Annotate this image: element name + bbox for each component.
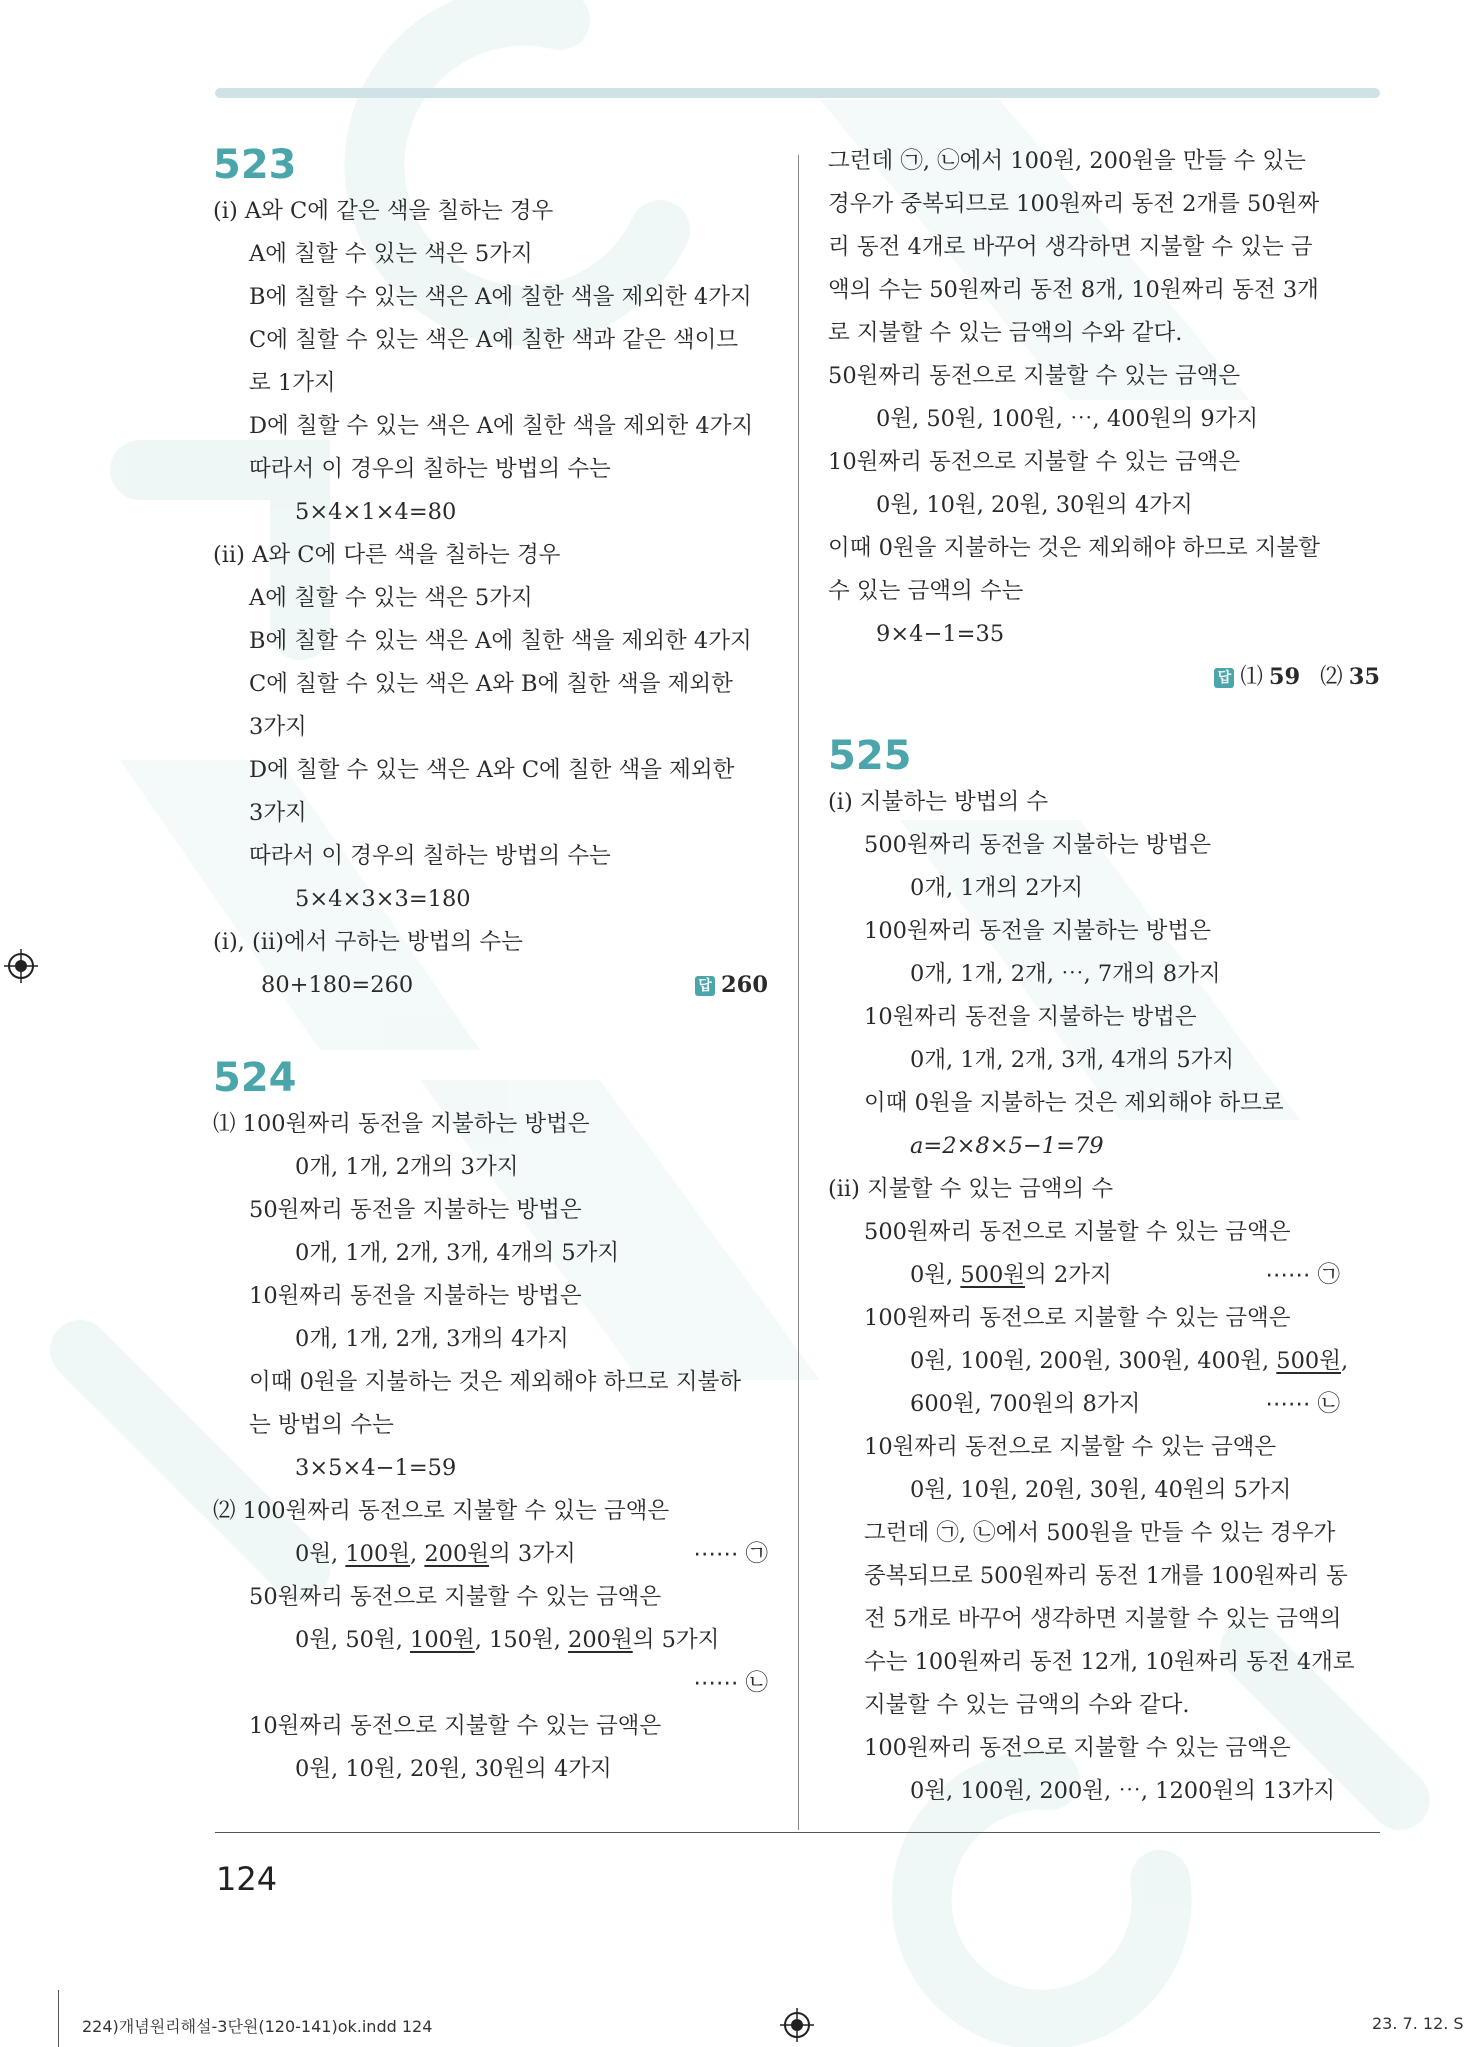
text-line	[213, 1619, 768, 1662]
text-line: (ⅱ) A와 C에 다른 색을 칠하는 경우	[213, 542, 561, 568]
crop-line	[58, 1990, 59, 2047]
text-line: 전 5개로 바꾸어 생각하면 지불할 수 있는 금액의	[864, 1606, 1342, 1632]
text-line: C에 칠할 수 있는 색은 A와 B에 칠한 색을 제외한	[249, 671, 733, 697]
text-fragment: 0원, 100원, 200원, 300원, 400원,	[910, 1348, 1277, 1374]
text-fragment: 의 5가지	[632, 1627, 720, 1653]
text-line: 수는 100원짜리 동전 12개, 10원짜리 동전 4개로	[864, 1649, 1355, 1675]
answer-523	[695, 964, 768, 1007]
registration-mark-icon	[4, 949, 38, 983]
underlined-amount: 100원	[345, 1541, 411, 1567]
text-line: 0개, 1개, 2개, 3개, 4개의 5가지	[295, 1240, 620, 1266]
text-line: 10원짜리 동전을 지불하는 방법은	[249, 1283, 582, 1309]
equation-with-answer	[213, 964, 768, 1007]
right-column	[828, 140, 1380, 1813]
text-line: 0원, 100원, 200원, ⋯, 1200원의 13가지	[910, 1778, 1336, 1804]
text-line: 이때 0원을 지불하는 것은 제외해야 하므로 지불하	[249, 1369, 741, 1395]
text-line: D에 칠할 수 있는 색은 A에 칠한 색을 제외한 4가지	[249, 413, 754, 439]
marker-b: ⋯⋯ ㉡	[1265, 1391, 1340, 1417]
text-line: 100원짜리 동전으로 지불할 수 있는 금액은	[864, 1305, 1291, 1331]
text-line-with-marker	[828, 1254, 1380, 1297]
underlined-amount: 500원	[960, 1262, 1026, 1288]
answer-value: 260	[721, 972, 768, 998]
text-line: 액의 수는 50원짜리 동전 8개, 10원짜리 동전 3개	[828, 277, 1319, 303]
answer-label: ⑵	[1320, 664, 1343, 690]
text-line: 50원짜리 동전으로 지불할 수 있는 금액은	[828, 363, 1241, 389]
text-line: 0개, 1개, 2개, ⋯, 7개의 8가지	[910, 961, 1221, 987]
answer-icon: 답	[695, 976, 715, 996]
text-line: 10원짜리 동전으로 지불할 수 있는 금액은	[828, 449, 1241, 475]
text-line: (ⅰ) A와 C에 같은 색을 칠하는 경우	[213, 198, 554, 224]
text-line: 는 방법의 수는	[249, 1412, 394, 1438]
text-line: B에 칠할 수 있는 색은 A에 칠한 색을 제외한 4가지	[249, 628, 752, 654]
underlined-amount: 100원	[410, 1627, 475, 1653]
text-fragment: 0원, 50원,	[295, 1627, 411, 1653]
text-line: 0원, 10원, 20원, 30원, 40원의 5가지	[910, 1477, 1292, 1503]
text-line: 0원, 50원, 100원, ⋯, 400원의 9가지	[876, 406, 1259, 432]
equation-line: a=2×8×5−1=79	[910, 1133, 1104, 1159]
text-line: A에 칠할 수 있는 색은 5가지	[249, 585, 533, 611]
text-line: ⑴ 100원짜리 동전을 지불하는 방법은	[213, 1111, 590, 1137]
text-line: B에 칠할 수 있는 색은 A에 칠한 색을 제외한 4가지	[249, 284, 752, 310]
text-fragment: , 150원,	[474, 1627, 569, 1653]
text-line: 수 있는 금액의 수는	[828, 578, 1024, 604]
text-line: C에 칠할 수 있는 색은 A에 칠한 색과 같은 색이므	[249, 327, 739, 353]
text-line: 100원짜리 동전을 지불하는 방법은	[864, 918, 1211, 944]
registration-mark-icon	[780, 2008, 814, 2042]
text-fragment: 600원, 700원의 8가지	[910, 1391, 1141, 1417]
text-fragment: 의 2가지	[1025, 1262, 1112, 1288]
text-line: (ⅱ) 지불할 수 있는 금액의 수	[828, 1176, 1114, 1202]
text-line: (ⅰ), (ⅱ)에서 구하는 방법의 수는	[213, 929, 523, 955]
text-line: 이때 0원을 지불하는 것은 제외해야 하므로 지불할	[828, 535, 1320, 561]
equation-line: 5×4×1×4=80	[295, 499, 457, 525]
underlined-amount: 200원	[424, 1541, 490, 1567]
text-fragment: 0원,	[910, 1262, 961, 1288]
text-line-with-marker	[213, 1533, 768, 1576]
text-line: 이때 0원을 지불하는 것은 제외해야 하므로	[864, 1090, 1284, 1116]
text-line: 500원짜리 동전으로 지불할 수 있는 금액은	[864, 1219, 1291, 1245]
marker-a: ⋯⋯ ㉠	[1265, 1262, 1340, 1288]
text-line: 그런데 ㉠, ㉡에서 100원, 200원을 만들 수 있는	[828, 148, 1306, 174]
underlined-amount: 500원	[1276, 1348, 1341, 1374]
text-line: 경우가 중복되므로 100원짜리 동전 2개를 50원짜	[828, 191, 1320, 217]
text-line: 로 지불할 수 있는 금액의 수와 같다.	[828, 320, 1183, 346]
column-divider	[798, 155, 799, 1830]
problem-number-523: 523	[213, 142, 297, 188]
text-line: 0개, 1개, 2개, 3개, 4개의 5가지	[910, 1047, 1235, 1073]
text-line: 지불할 수 있는 금액의 수와 같다.	[864, 1692, 1190, 1718]
text-line: 100원짜리 동전으로 지불할 수 있는 금액은	[864, 1735, 1291, 1761]
text-line-with-marker	[828, 1383, 1380, 1426]
text-line: 10원짜리 동전을 지불하는 방법은	[864, 1004, 1197, 1030]
text-line: 0개, 1개의 2가지	[910, 875, 1084, 901]
text-line: 0원, 10원, 20원, 30원의 4가지	[876, 492, 1193, 518]
marker-a: ⋯⋯ ㉠	[693, 1541, 768, 1567]
page-number: 124	[216, 1860, 278, 1898]
marker-line	[213, 1662, 768, 1705]
text-line: 10원짜리 동전으로 지불할 수 있는 금액은	[864, 1434, 1277, 1460]
text-fragment: 의 3가지	[489, 1541, 576, 1567]
answer-value: 59	[1268, 664, 1301, 690]
answer-524	[828, 656, 1380, 699]
bottom-rule	[215, 1832, 1380, 1833]
text-line: 따라서 이 경우의 칠하는 방법의 수는	[249, 843, 611, 869]
text-line: (ⅰ) 지불하는 방법의 수	[828, 789, 1049, 815]
text-line: ⑵ 100원짜리 동전으로 지불할 수 있는 금액은	[213, 1498, 670, 1524]
top-decorative-bar	[215, 88, 1380, 98]
text-line: 3가지	[249, 714, 307, 740]
text-line: 50원짜리 동전을 지불하는 방법은	[249, 1197, 582, 1223]
equation-line: 80+180=260	[261, 972, 414, 998]
text-line: 로 1가지	[249, 370, 336, 396]
text-line	[828, 1340, 1380, 1383]
text-line: 50원짜리 동전으로 지불할 수 있는 금액은	[249, 1584, 662, 1610]
equation-line: 9×4−1=35	[876, 621, 1005, 647]
equation-line: 5×4×3×3=180	[295, 886, 471, 912]
answer-label: ⑴	[1240, 664, 1263, 690]
answer-icon: 답	[1214, 668, 1234, 688]
text-line: 500원짜리 동전을 지불하는 방법은	[864, 832, 1211, 858]
text-line: 리 동전 4개로 바꾸어 생각하면 지불할 수 있는 금	[828, 234, 1313, 260]
text-line: 그런데 ㉠, ㉡에서 500원을 만들 수 있는 경우가	[864, 1520, 1336, 1546]
text-line: 따라서 이 경우의 칠하는 방법의 수는	[249, 456, 611, 482]
text-line: 0개, 1개, 2개의 3가지	[295, 1154, 519, 1180]
problem-number-525: 525	[828, 733, 912, 779]
marker-b: ⋯⋯ ㉡	[693, 1670, 768, 1696]
text-line: 3가지	[249, 800, 307, 826]
underlined-amount: 200원	[568, 1627, 633, 1653]
left-column	[213, 140, 768, 1791]
text-fragment: 0원,	[295, 1541, 346, 1567]
text-line: 0개, 1개, 2개, 3개의 4가지	[295, 1326, 569, 1352]
equation-line: 3×5×4−1=59	[295, 1455, 457, 1481]
footer-filename: 224)개념원리해설-3단원(120-141)ok.indd 124	[82, 2017, 433, 2036]
text-line: A에 칠할 수 있는 색은 5가지	[249, 241, 533, 267]
text-fragment: ,	[410, 1541, 425, 1567]
text-line: 10원짜리 동전으로 지불할 수 있는 금액은	[249, 1713, 662, 1739]
text-line: 중복되므로 500원짜리 동전 1개를 100원짜리 동	[864, 1563, 1348, 1589]
answer-value: 35	[1348, 664, 1380, 690]
text-line: 0원, 10원, 20원, 30원의 4가지	[295, 1756, 612, 1782]
footer-date: 23. 7. 12. S	[1372, 2014, 1464, 2033]
text-line: D에 칠할 수 있는 색은 A와 C에 칠한 색을 제외한	[249, 757, 735, 783]
text-fragment: ,	[1340, 1348, 1349, 1374]
problem-number-524: 524	[213, 1055, 297, 1101]
